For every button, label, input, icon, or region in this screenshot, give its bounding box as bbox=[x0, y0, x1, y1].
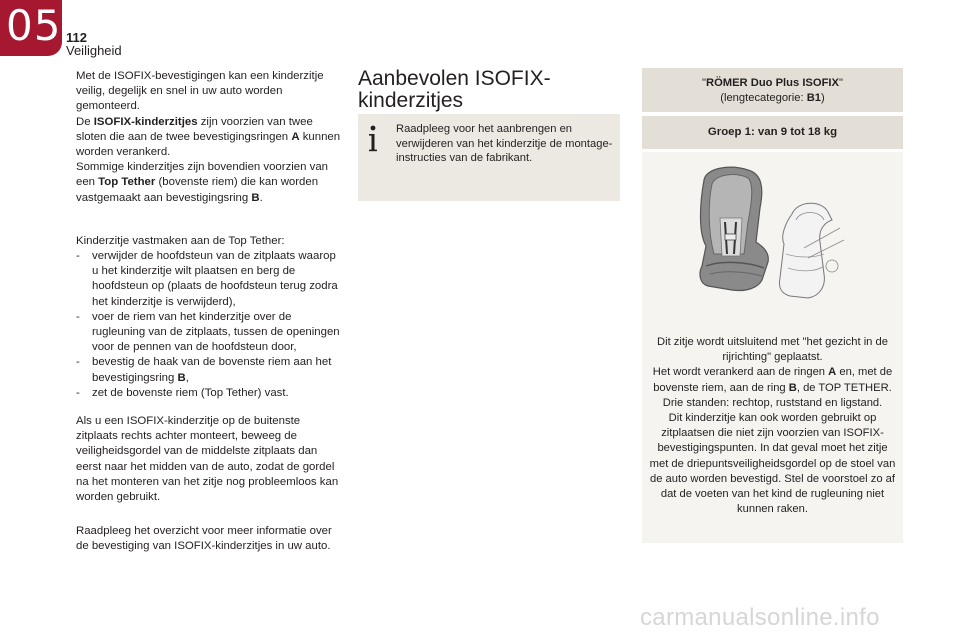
child-seat-illustration bbox=[692, 162, 857, 300]
info-text: Raadpleeg voor het aanbrengen en verwijderen van het kinderzitje de montage-instructies van de fabrikant. bbox=[396, 123, 613, 164]
ring-a-label: A bbox=[291, 130, 300, 143]
seat-description: Dit zitje wordt uitsluitend met "het gezicht in de rijrichting" geplaatst. Het wordt verankerd aan de ringen A en, met de bovenste riem, aan de ring B, de TOP TETHER. Drie standen: rechtop, ruststand en ligstand. Dit kinderzitje kan ook worden gebruikt op zitplaatsen die niet zijn voorzien van ISOFIX-bevestigingspunten. In dat geval moet het zitje met de driepuntsveiligheidsgordel op de stoel van de auto worden bevestigd. Stel de voorstoel zo af dat de voeten van het kind de rugleuning niet kunnen raken. bbox=[649, 336, 896, 516]
section-heading: Aanbevolen ISOFIX-kinderzitjes bbox=[358, 67, 551, 112]
steps-list bbox=[76, 249, 344, 401]
intro-paragraph: Met de ISOFIX-bevestigingen kan een kinderzitje veilig, degelijk en snel in uw auto worden gemonteerd. De ISOFIX-kinderzitjes zijn voorzien van twee sloten die aan de twee bevestigingsringen A kunnen worden verankerd. Sommige kinderzitjes zijn bovendien voorzien van een Top Tether (bovenste riem) die kan worden vastgemaakt aan bevestigingsring B. bbox=[76, 70, 341, 204]
overview-paragraph: Raadpleeg het overzicht voor meer informatie over de bevestiging van ISOFIX-kinderzitjes in uw auto. bbox=[76, 525, 332, 553]
watermark-text: carmanualsonline.info bbox=[640, 604, 880, 631]
chapter-number: 05 bbox=[6, 1, 62, 50]
list-item: - zet de bovenste riem (Top Tether) vast. bbox=[76, 386, 344, 401]
top-tether-term: Top Tether bbox=[98, 176, 156, 189]
info-box bbox=[358, 114, 620, 201]
size-category: B1 bbox=[806, 91, 822, 104]
seat-panel bbox=[642, 152, 903, 543]
list-item: - voer de riem van het kinderzitje over de rugleuning van de zitplaats, tussen de openingen voor de pennen van de hoofdsteun door, bbox=[76, 310, 344, 356]
seat-model-name: RÖMER Duo Plus ISOFIX bbox=[705, 77, 839, 89]
list-item: - bevestig de haak van de bovenste riem aan het bevestigingsring B, bbox=[76, 355, 344, 385]
left-column bbox=[76, 69, 344, 570]
isofix-term: ISOFIX-kinderzitjes bbox=[93, 115, 198, 128]
page-number: 112 bbox=[66, 30, 87, 45]
info-icon bbox=[366, 124, 380, 154]
weight-group-label: Groep 1: van 9 tot 18 kg bbox=[642, 116, 903, 149]
intro-sentence: Met de ISOFIX-bevestigingen kan een kinderzitje veilig, degelijk en snel in uw auto worden gemonteerd. bbox=[76, 70, 324, 113]
instructions-intro: Kinderzitje vastmaken aan de Top Tether: bbox=[76, 234, 285, 247]
outer-seat-paragraph: Als u een ISOFIX-kinderzitje op de buitenste zitplaats rechts achter monteert, beweeg de veiligheidsgordel van de middelste zitplaats dan eerst naar het midden van de auto, zodat de gordel na het monteren van het zitje nog probleemloos kan worden gebruikt. bbox=[76, 415, 339, 504]
top-tether-instructions bbox=[76, 234, 344, 401]
ring-b-label: B bbox=[251, 191, 260, 204]
seat-name-header: "RÖMER Duo Plus ISOFIX" (lengtecategorie: B1) bbox=[642, 68, 903, 112]
section-title: Veiligheid bbox=[66, 43, 122, 58]
list-item: - verwijder de hoofdsteun van de zitplaats waarop u het kinderzitje wilt plaatsen en berg de hoofdsteun op (plaats de hoofdsteun terug zodra het kinderzitje is verwijderd), bbox=[76, 249, 344, 310]
chapter-tab bbox=[0, 0, 62, 56]
